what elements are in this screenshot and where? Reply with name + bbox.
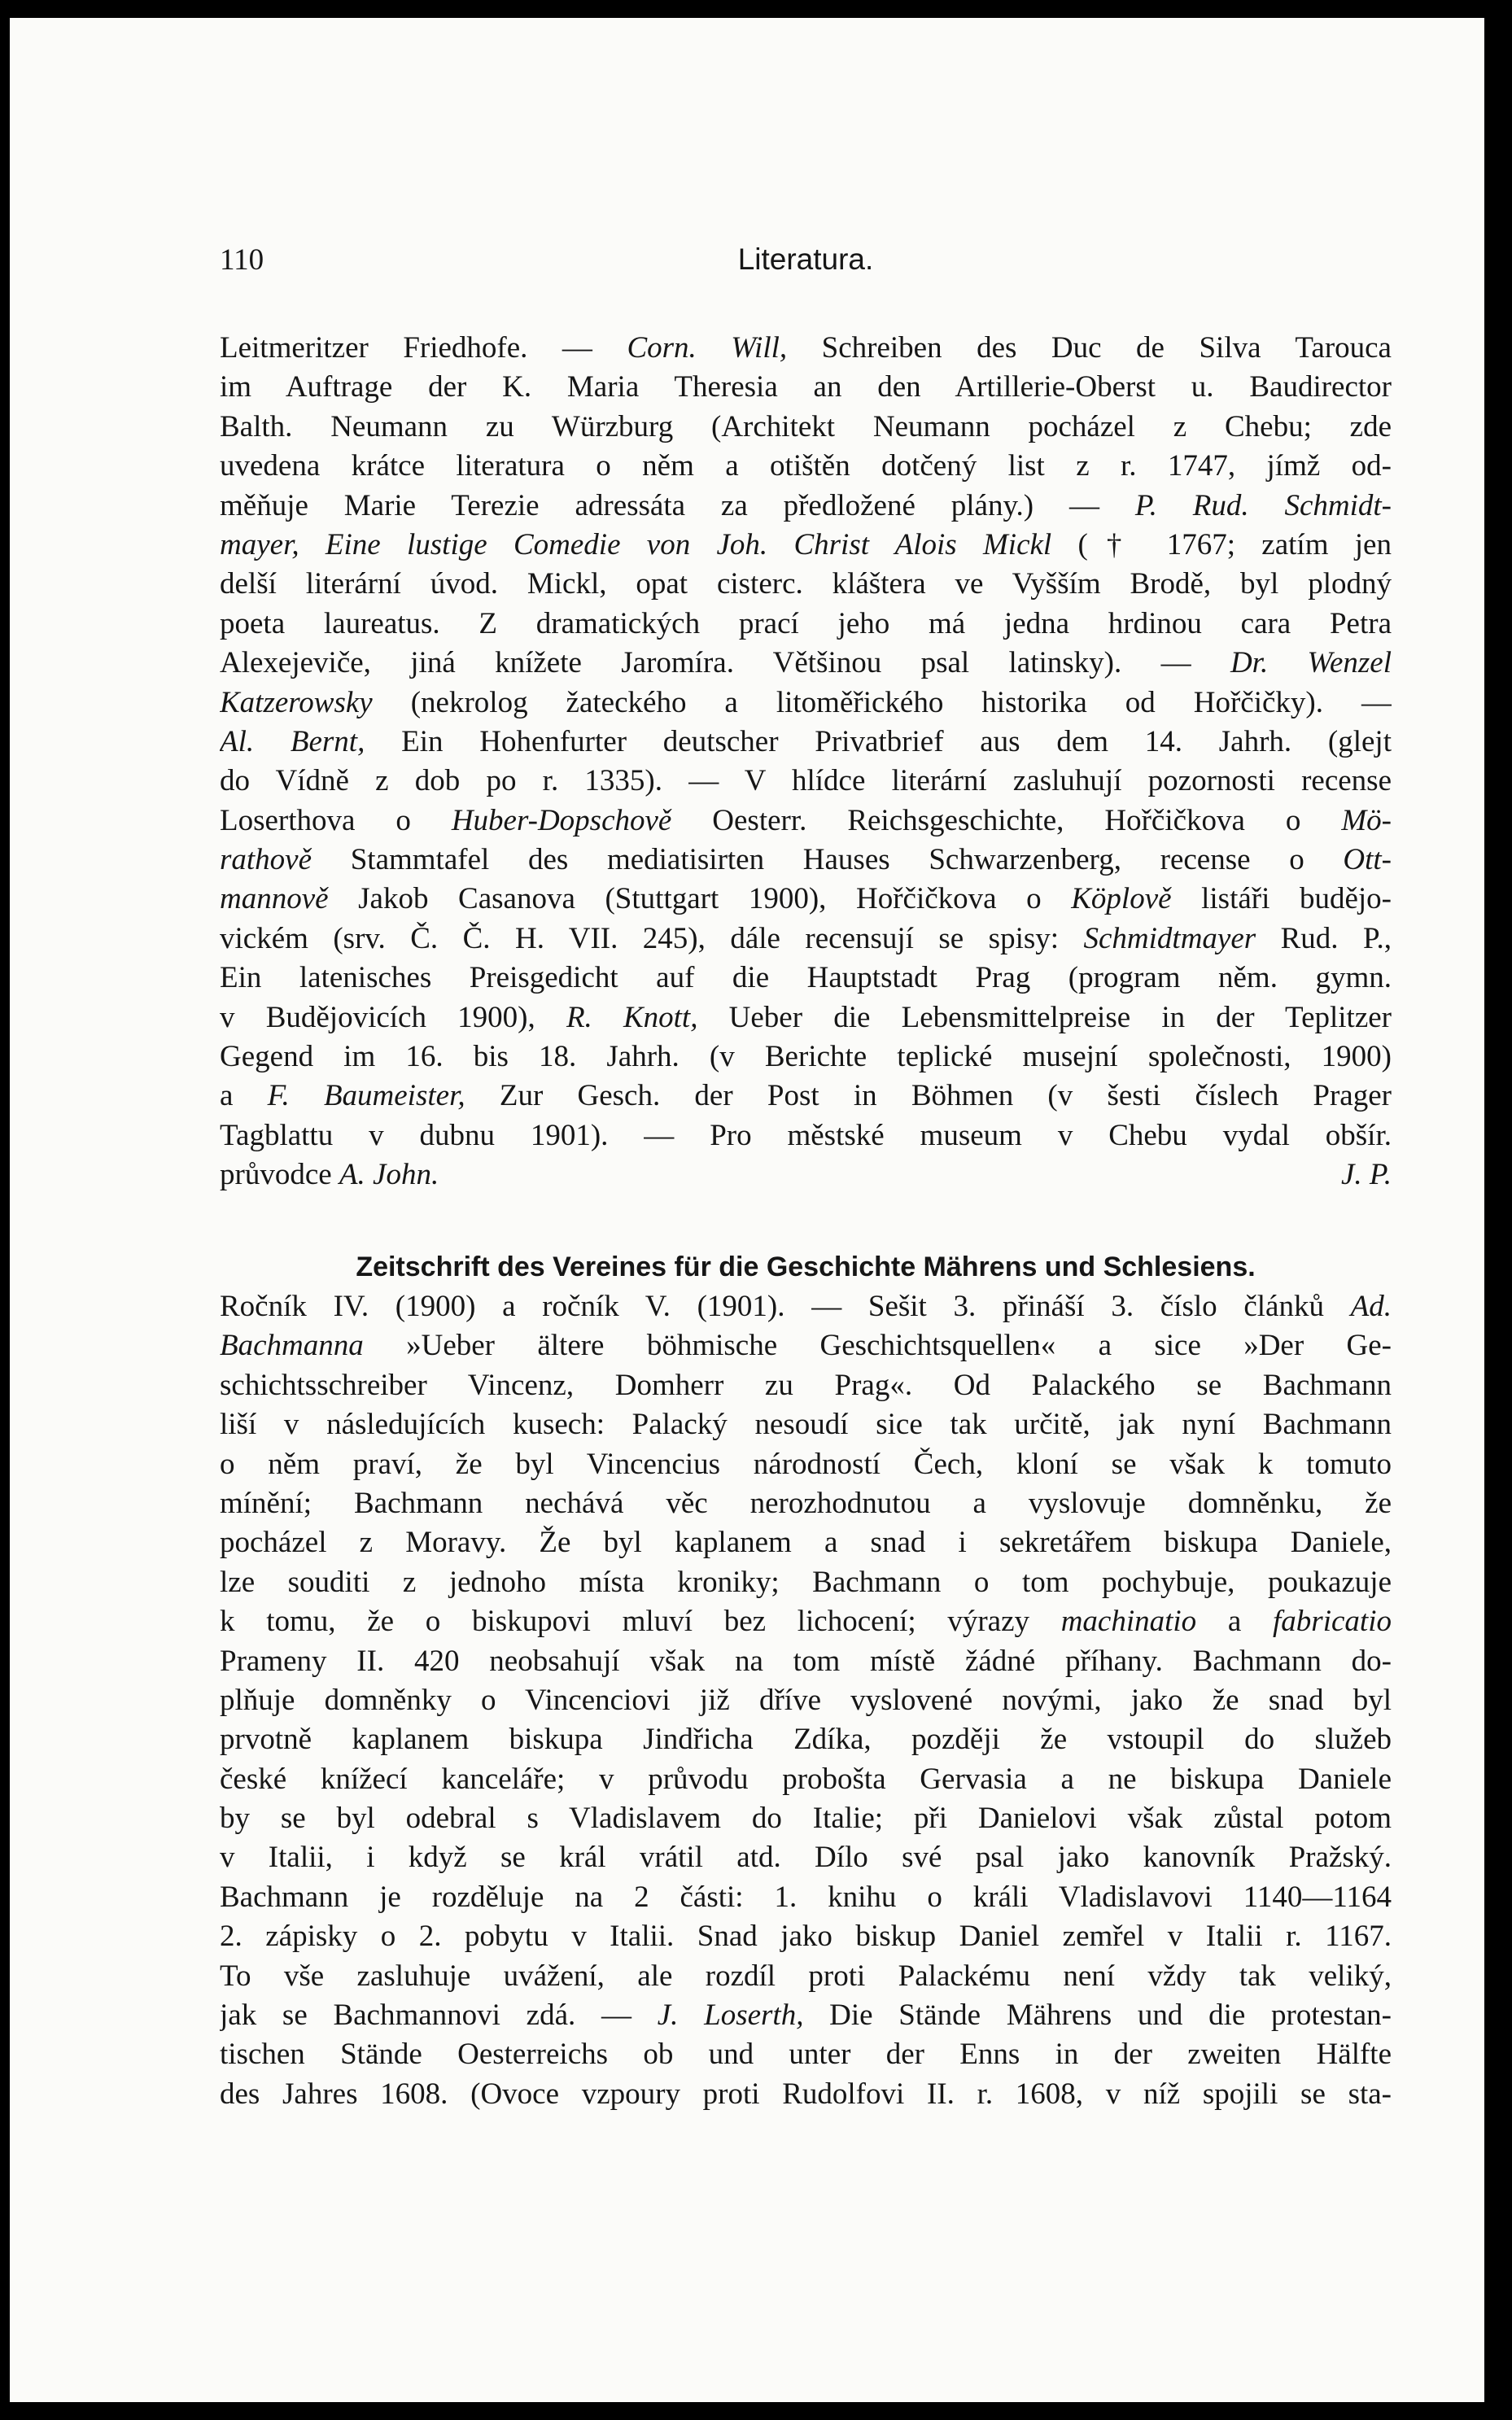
page-number: 110	[220, 243, 264, 277]
italic-reference: P. Rud. Schmidt-	[1134, 488, 1392, 522]
text-line-content: k tomu, že o biskupovi mluví bez lichocení; výrazy machinatio a fabricatio	[220, 1605, 1392, 1639]
text-line-content: měňuje Marie Terezie adressáta za předložené plány.) — P. Rud. Schmidt-	[220, 488, 1392, 522]
text-line	[220, 329, 1392, 368]
text-line	[220, 1037, 1392, 1077]
text-line-content: Leitmeritzer Friedhofe. — Corn. Will, Schreiben des Duc de Silva Tarouca	[220, 331, 1392, 365]
text-line-content: des Jahres 1608. (Ovoce vzpoury proti Rudolfovi II. r. 1608, v níž spojili se sta-	[220, 2077, 1392, 2111]
italic-reference: Katzerowsky	[220, 685, 373, 719]
text-line	[220, 684, 1392, 723]
text-line-content: Bachmanna »Ueber ältere böhmische Geschichtsquellen« a sice »Der Ge-	[220, 1329, 1392, 1363]
text-line-content: o něm praví, že byl Vincencius národností Čech, kloní se však k tomuto	[220, 1447, 1392, 1481]
italic-reference: Bachmanna	[220, 1329, 364, 1363]
text-line	[220, 1878, 1392, 1917]
text-line-content: Bachmann je rozděluje na 2 části: 1. knihu o králi Vladislavovi 1140—1164	[220, 1880, 1392, 1914]
text-line-content: v Italii, i když se král vrátil atd. Dílo své psal jako kanovník Pražský.	[220, 1841, 1392, 1875]
running-head: Literatura.	[737, 242, 874, 276]
text-line	[220, 1838, 1392, 1877]
text-line	[220, 762, 1392, 801]
text-line-content: tischen Stände Oesterreichs ob und unter der Enns in der zweiten Hälfte	[220, 2038, 1392, 2072]
text-line-content: české knížecí kanceláře; v průvodu probošta Gervasia a ne biskupa Daniele	[220, 1762, 1392, 1796]
italic-reference: mayer, Eine lustige Comedie von Joh. Christ Alois Mickl	[220, 527, 1052, 561]
text-line	[220, 2035, 1392, 2074]
text-line-content: Al. Bernt, Ein Hohenfurter deutscher Privatbrief aus dem 14. Jahrh. (glejt	[220, 724, 1392, 758]
text-line-content: poeta laureatus. Z dramatických prací jeho má jedna hrdinou cara Petra	[220, 606, 1392, 640]
text-line-content: a F. Baumeister, Zur Gesch. der Post in Böhmen (v šesti číslech Prager	[220, 1079, 1392, 1113]
text-line	[220, 1405, 1392, 1444]
text-line-content: Loserthova o Huber-Dopschově Oesterr. Reichsgeschichte, Hořčičkova o Mö-	[220, 803, 1392, 837]
italic-reference: Ad.	[1350, 1290, 1392, 1323]
text-line	[220, 1484, 1392, 1523]
text-line	[220, 408, 1392, 447]
text-line	[220, 526, 1392, 565]
book-page	[10, 18, 1484, 2402]
text-line-content: plňuje domněnky o Vincenciovi již dříve vyslovené novými, jako že snad byl	[220, 1683, 1392, 1717]
italic-reference: Dr. Wenzel	[1230, 646, 1392, 680]
italic-reference: rathově	[220, 843, 312, 877]
italic-reference: F. Baumeister,	[267, 1079, 465, 1113]
text-line-content: delší literární úvod. Mickl, opat cisterc. kláštera ve Vyšším Brodě, byl plodný	[220, 567, 1392, 601]
review-section-one	[220, 329, 1392, 1195]
text-line-content: Balth. Neumann zu Würzburg (Architekt Neumann pocházel z Chebu; zde	[220, 409, 1392, 443]
italic-reference: mannově	[220, 882, 329, 916]
text-line-content: v Budějovicích 1900), R. Knott, Ueber die Lebensmittelpreise in der Teplitzer	[220, 1000, 1392, 1034]
text-line	[220, 605, 1392, 644]
italic-reference: Al. Bernt,	[220, 724, 365, 758]
text-line	[220, 487, 1392, 526]
text-line-final	[220, 1155, 1392, 1195]
italic-reference: R. Knott,	[566, 1000, 698, 1034]
text-line	[220, 1799, 1392, 1838]
text-line-content: mayer, Eine lustige Comedie von Joh. Christ Alois Mickl († 1767; zatím jen	[220, 527, 1392, 561]
text-line	[220, 1077, 1392, 1116]
text-line	[220, 1523, 1392, 1562]
text-line	[220, 1602, 1392, 1641]
text-line	[220, 1917, 1392, 1956]
final-line-text: průvodce A. John.	[220, 1158, 439, 1192]
text-line	[220, 1681, 1392, 1720]
text-line-content: Ein latenisches Preisgedicht auf die Hauptstadt Prag (program něm. gymn.	[220, 961, 1392, 995]
review-section-two	[220, 1247, 1392, 2114]
text-line-content: To vše zasluhuje uvážení, ale rozdíl proti Palackému není vždy tak veliký,	[220, 1959, 1392, 1993]
text-line	[220, 368, 1392, 407]
text-line-content: Katzerowsky (nekrolog žateckého a litoměřického historika od Hořčičky). —	[220, 685, 1392, 719]
text-line	[220, 802, 1392, 841]
text-line-content: do Vídně z dob po r. 1335). — V hlídce literární zasluhují pozornosti recense	[220, 764, 1392, 798]
italic-reference: Köplově	[1071, 882, 1172, 916]
italic-reference: Corn. Will,	[627, 331, 788, 365]
italic-reference: Mö-	[1341, 803, 1392, 837]
text-line	[220, 1445, 1392, 1484]
text-line	[220, 920, 1392, 959]
italic-reference: J. Loserth,	[657, 1998, 804, 2033]
text-line	[220, 1563, 1392, 1602]
italic-reference: Huber-Dopschově	[451, 803, 672, 837]
text-line-content: uvedena krátce literatura o něm a otištěn dotčený list z r. 1747, jímž od-	[220, 449, 1392, 483]
text-line	[220, 841, 1392, 880]
text-line	[220, 1957, 1392, 1996]
paragraph-lines	[220, 329, 1392, 1155]
italic-reference: fabricatio	[1273, 1605, 1392, 1639]
text-line-content: schichtsschreiber Vincenz, Domherr zu Prag«. Od Palackého se Bachmann	[220, 1368, 1392, 1402]
paragraph-lines	[220, 1287, 1392, 2114]
text-line	[220, 1720, 1392, 1759]
text-line	[220, 723, 1392, 762]
text-line-content: Alexejeviče, jiná knížete Jaromíra. Většinou psal latinsky). — Dr. Wenzel	[220, 646, 1392, 680]
text-line-content: Ročník IV. (1900) a ročník V. (1901). — Sešit 3. přináší 3. číslo článků Ad.	[220, 1290, 1392, 1323]
text-line-content: Tagblattu v dubnu 1901). — Pro městské museum v Chebu vydal obšír.	[220, 1118, 1392, 1152]
text-line	[220, 565, 1392, 604]
page-header	[220, 242, 1392, 288]
text-line-content: 2. zápisky o 2. pobytu v Italii. Snad jako biskup Daniel zemřel v Italii r. 1167.	[220, 1920, 1392, 1954]
text-line-content: Gegend im 16. bis 18. Jahrh. (v Berichte teplické musejní společnosti, 1900)	[220, 1040, 1392, 1074]
text-line	[220, 959, 1392, 998]
text-line	[220, 447, 1392, 486]
text-line-content: rathově Stammtafel des mediatisirten Hauses Schwarzenberg, recense o Ott-	[220, 843, 1392, 877]
text-line-content: vickém (srv. Č. Č. H. VII. 245), dále recensují se spisy: Schmidtmayer Rud. P.,	[220, 921, 1392, 955]
text-line-content: jak se Bachmannovi zdá. — J. Loserth, Die Stände Mährens und die protestan-	[220, 1998, 1392, 2033]
text-line-content: liší v následujících kusech: Palacký nesoudí sice tak určitě, jak nyní Bachmann	[220, 1408, 1392, 1442]
text-line-content: lze souditi z jednoho místa kroniky; Bachmann o tom pochybuje, poukazuje	[220, 1565, 1392, 1599]
text-line	[220, 1366, 1392, 1405]
italic-reference: machinatio	[1060, 1605, 1197, 1639]
text-line-content: im Auftrage der K. Maria Theresia an den Artillerie-Oberst u. Baudirector	[220, 370, 1392, 404]
text-line	[220, 1642, 1392, 1681]
text-line	[220, 880, 1392, 919]
text-line	[220, 998, 1392, 1037]
text-line	[220, 2075, 1392, 2114]
italic-reference: Ott-	[1343, 843, 1392, 877]
text-line-content: mínění; Bachmann nechává věc nerozhodnutou a vyslovuje domněnku, že	[220, 1486, 1392, 1520]
text-line	[220, 1996, 1392, 2035]
text-line	[220, 1760, 1392, 1799]
section-heading: Zeitschrift des Vereines für die Geschichte Mährens und Schlesiens.	[356, 1251, 1256, 1282]
text-line-content: mannově Jakob Casanova (Stuttgart 1900), Hořčičkova o Köplově listáři budějo-	[220, 882, 1392, 916]
author-signature: J. P.	[1340, 1158, 1392, 1192]
text-line	[220, 1287, 1392, 1326]
text-line-content: by se byl odebral s Vladislavem do Italie; při Danielovi však zůstal potom	[220, 1802, 1392, 1836]
text-line-content: prvotně kaplanem biskupa Jindřicha Zdíka, později že vstoupil do služeb	[220, 1723, 1392, 1757]
text-line	[220, 644, 1392, 683]
text-line-content: pocházel z Moravy. Že byl kaplanem a snad i sekretářem biskupa Daniele,	[220, 1526, 1392, 1560]
text-line	[220, 1116, 1392, 1155]
text-line	[220, 1326, 1392, 1365]
italic-reference: A. John.	[339, 1158, 439, 1192]
italic-reference: Schmidtmayer	[1083, 921, 1256, 955]
text-line-content: Prameny II. 420 neobsahují však na tom místě žádné příhany. Bachmann do-	[220, 1644, 1392, 1678]
